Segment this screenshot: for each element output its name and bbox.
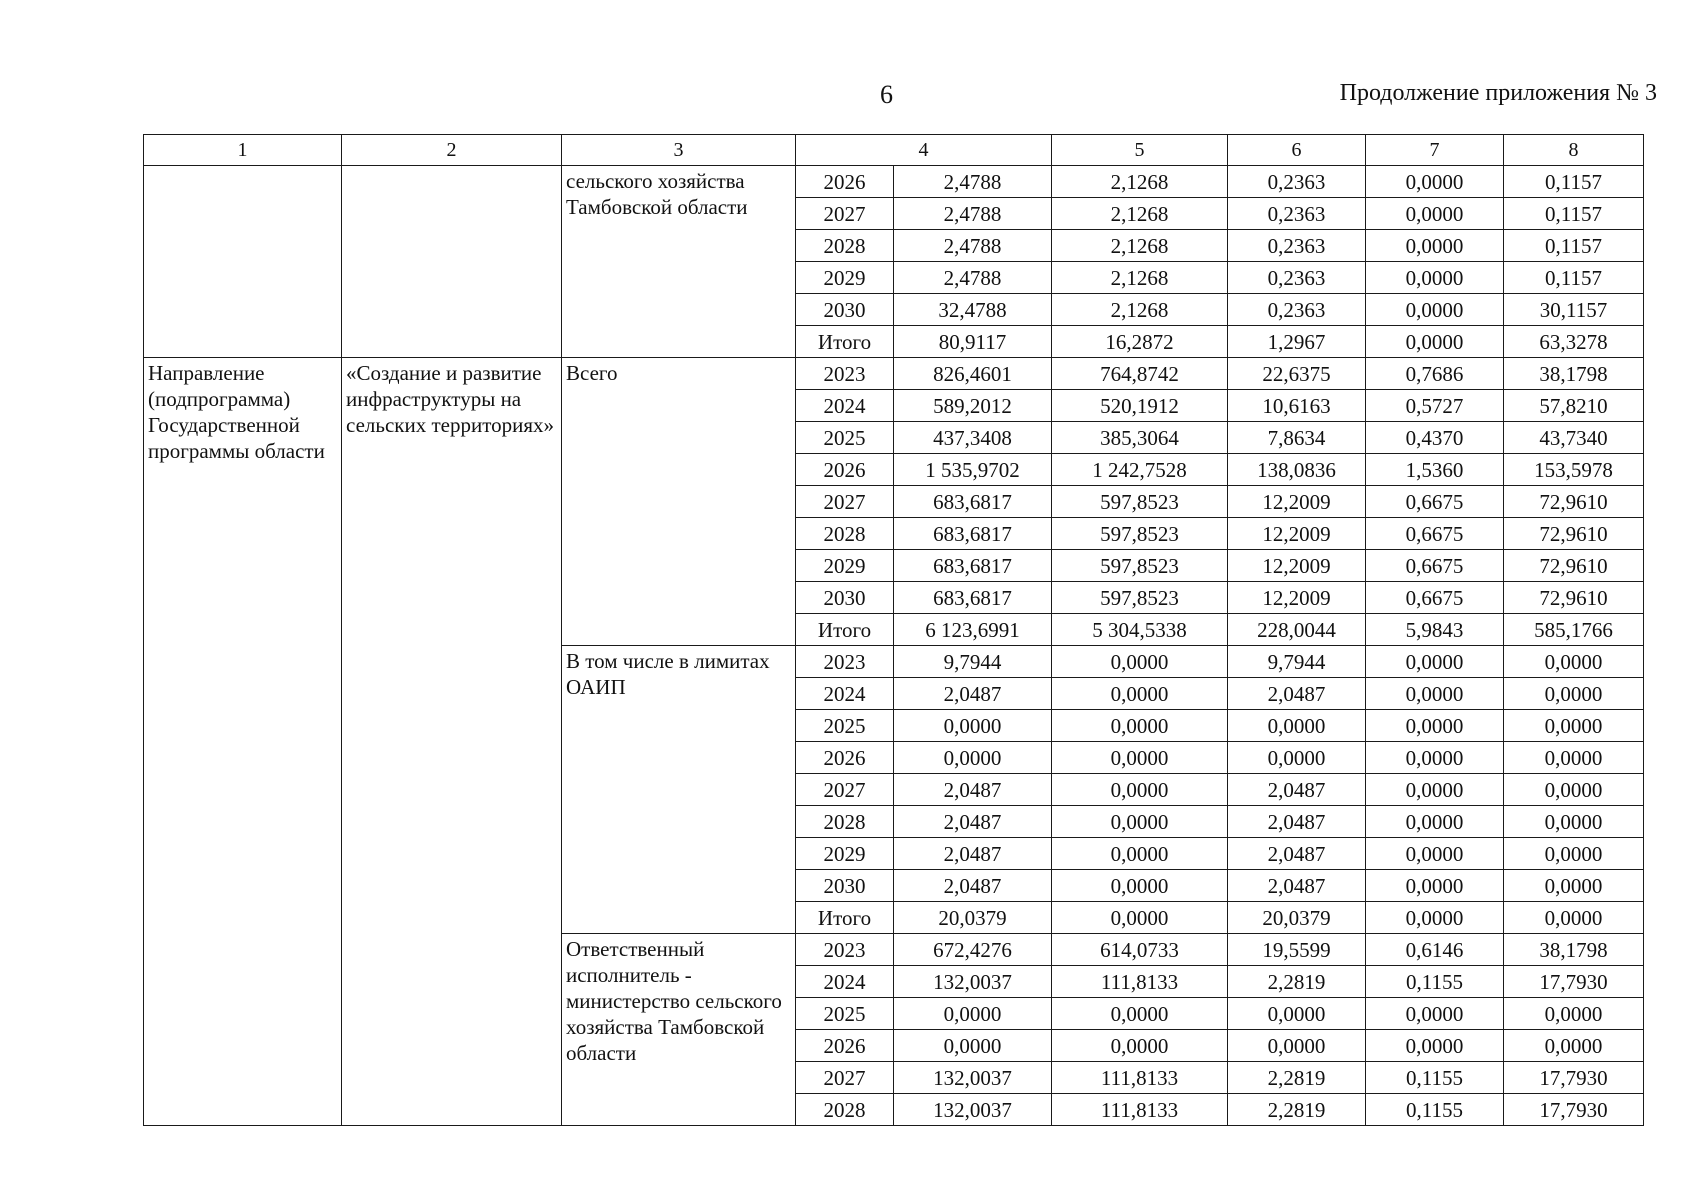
value-cell: 0,1155 [1366,1094,1504,1126]
value-cell: 683,6817 [894,550,1052,582]
value-cell: 683,6817 [894,582,1052,614]
funding-source-cell: Всего [562,358,796,646]
value-cell: 57,8210 [1504,390,1644,422]
value-cell: 0,6675 [1366,582,1504,614]
value-cell: 0,0000 [1052,998,1228,1030]
value-cell: 0,6146 [1366,934,1504,966]
value-cell: 0,2363 [1228,198,1366,230]
value-cell: 2,2819 [1228,966,1366,998]
value-cell: 5 304,5338 [1052,614,1228,646]
value-cell: 0,1157 [1504,262,1644,294]
value-cell: 0,0000 [1228,1030,1366,1062]
value-cell: 2,0487 [894,774,1052,806]
column-number: 1 [144,135,342,166]
value-cell: 2,2819 [1228,1094,1366,1126]
value-cell: 0,0000 [1366,902,1504,934]
value-cell: 16,2872 [1052,326,1228,358]
value-cell: 12,2009 [1228,486,1366,518]
value-cell: 19,5599 [1228,934,1366,966]
column-number: 3 [562,135,796,166]
value-cell: 138,0836 [1228,454,1366,486]
value-cell: 0,0000 [1504,710,1644,742]
value-cell: 0,0000 [894,710,1052,742]
value-cell: 0,0000 [1366,198,1504,230]
year-cell: Итого [796,326,894,358]
year-cell: 2027 [796,198,894,230]
year-cell: 2024 [796,390,894,422]
year-cell: 2030 [796,870,894,902]
value-cell: 585,1766 [1504,614,1644,646]
column-number: 4 [796,135,1052,166]
value-cell: 6 123,6991 [894,614,1052,646]
value-cell: 17,7930 [1504,966,1644,998]
year-cell: 2030 [796,582,894,614]
value-cell: 0,0000 [1052,1030,1228,1062]
value-cell: 0,0000 [1366,806,1504,838]
value-cell: 683,6817 [894,486,1052,518]
value-cell: 597,8523 [1052,486,1228,518]
value-cell: 2,4788 [894,198,1052,230]
value-cell: 228,0044 [1228,614,1366,646]
value-cell: 0,0000 [1366,710,1504,742]
value-cell: 0,0000 [1052,774,1228,806]
value-cell: 38,1798 [1504,358,1644,390]
value-cell: 0,1157 [1504,198,1644,230]
value-cell: 0,1157 [1504,230,1644,262]
appendix-continuation-title: Продолжение приложения № 3 [1339,80,1657,106]
value-cell: 0,2363 [1228,294,1366,326]
value-cell: 0,0000 [1504,678,1644,710]
year-cell: 2027 [796,486,894,518]
value-cell: 0,0000 [1366,678,1504,710]
value-cell: 2,1268 [1052,230,1228,262]
year-cell: 2026 [796,454,894,486]
year-cell: 2024 [796,678,894,710]
value-cell: 63,3278 [1504,326,1644,358]
value-cell: 17,7930 [1504,1062,1644,1094]
value-cell: 0,2363 [1228,230,1366,262]
value-cell: 0,0000 [1366,262,1504,294]
value-cell: 2,4788 [894,262,1052,294]
funding-source-cell: В том числе в лимитах ОАИП [562,646,796,934]
value-cell: 72,9610 [1504,550,1644,582]
value-cell: 0,2363 [1228,262,1366,294]
value-cell: 132,0037 [894,966,1052,998]
value-cell: 2,0487 [1228,806,1366,838]
year-cell: 2024 [796,966,894,998]
subprogram-name-cell: «Создание и развитие инфраструктуры на сельских территориях» [342,358,562,1126]
value-cell: 764,8742 [1052,358,1228,390]
value-cell: 9,7944 [1228,646,1366,678]
value-cell: 597,8523 [1052,582,1228,614]
value-cell: 0,2363 [1228,166,1366,198]
value-cell: 111,8133 [1052,966,1228,998]
year-cell: 2028 [796,806,894,838]
value-cell: 0,6675 [1366,486,1504,518]
table-row [144,358,1644,390]
column-number: 8 [1504,135,1644,166]
value-cell: 0,0000 [1504,902,1644,934]
year-cell: 2025 [796,710,894,742]
value-cell: 0,0000 [1504,742,1644,774]
value-cell: 132,0037 [894,1062,1052,1094]
direction-label-cell: Направление (подпрограмма) Государственной программы области [144,358,342,1126]
value-cell: 32,4788 [894,294,1052,326]
value-cell: 597,8523 [1052,518,1228,550]
value-cell: 12,2009 [1228,550,1366,582]
value-cell: 385,3064 [1052,422,1228,454]
value-cell: 0,1155 [1366,1062,1504,1094]
value-cell: 0,0000 [1052,742,1228,774]
value-cell: 672,4276 [894,934,1052,966]
value-cell: 683,6817 [894,518,1052,550]
value-cell: 0,0000 [1228,742,1366,774]
value-cell: 2,2819 [1228,1062,1366,1094]
value-cell: 5,9843 [1366,614,1504,646]
year-cell: 2027 [796,774,894,806]
value-cell: 0,0000 [1052,902,1228,934]
value-cell: 520,1912 [1052,390,1228,422]
value-cell: 0,0000 [894,998,1052,1030]
value-cell: 0,0000 [894,1030,1052,1062]
value-cell: 2,0487 [894,870,1052,902]
year-cell: 2025 [796,998,894,1030]
year-cell: 2029 [796,838,894,870]
value-cell: 2,0487 [894,678,1052,710]
year-cell: 2026 [796,742,894,774]
value-cell: 0,0000 [1052,678,1228,710]
column-number-row [144,135,1644,166]
value-cell: 111,8133 [1052,1062,1228,1094]
value-cell: 2,4788 [894,230,1052,262]
value-cell: 2,1268 [1052,166,1228,198]
value-cell: 132,0037 [894,1094,1052,1126]
funding-source-cell: сельского хозяйства Тамбовской области [562,166,796,358]
value-cell: 153,5978 [1504,454,1644,486]
value-cell: 0,0000 [894,742,1052,774]
value-cell: 72,9610 [1504,518,1644,550]
year-cell: Итого [796,614,894,646]
value-cell: 111,8133 [1052,1094,1228,1126]
year-cell: 2028 [796,1094,894,1126]
value-cell: 0,0000 [1504,646,1644,678]
value-cell: 0,0000 [1366,998,1504,1030]
value-cell: 1,5360 [1366,454,1504,486]
value-cell: 2,0487 [1228,774,1366,806]
value-cell: 0,0000 [1504,838,1644,870]
value-cell: 12,2009 [1228,518,1366,550]
year-cell: 2027 [796,1062,894,1094]
value-cell: 597,8523 [1052,550,1228,582]
value-cell: 0,0000 [1052,870,1228,902]
value-cell: 0,0000 [1504,806,1644,838]
value-cell: 0,1155 [1366,966,1504,998]
value-cell: 589,2012 [894,390,1052,422]
budget-table [143,134,1644,1126]
value-cell: 0,5727 [1366,390,1504,422]
value-cell: 72,9610 [1504,486,1644,518]
value-cell: 9,7944 [894,646,1052,678]
value-cell: 0,0000 [1052,710,1228,742]
value-cell: 0,0000 [1052,806,1228,838]
value-cell: 2,0487 [1228,678,1366,710]
value-cell: 2,1268 [1052,262,1228,294]
value-cell: 826,4601 [894,358,1052,390]
year-cell: 2028 [796,518,894,550]
value-cell: 7,8634 [1228,422,1366,454]
year-cell: 2023 [796,934,894,966]
year-cell: 2030 [796,294,894,326]
value-cell: 0,0000 [1504,1030,1644,1062]
value-cell: 0,7686 [1366,358,1504,390]
value-cell: 0,0000 [1366,646,1504,678]
direction-cell-empty [144,166,342,358]
value-cell: 0,0000 [1366,1030,1504,1062]
value-cell: 0,0000 [1366,294,1504,326]
value-cell: 2,0487 [1228,870,1366,902]
value-cell: 2,0487 [894,806,1052,838]
value-cell: 1,2967 [1228,326,1366,358]
value-cell: 0,1157 [1504,166,1644,198]
value-cell: 0,0000 [1366,326,1504,358]
year-cell: 2026 [796,1030,894,1062]
value-cell: 72,9610 [1504,582,1644,614]
value-cell: 20,0379 [894,902,1052,934]
value-cell: 0,0000 [1366,838,1504,870]
value-cell: 12,2009 [1228,582,1366,614]
value-cell: 0,0000 [1052,838,1228,870]
value-cell: 20,0379 [1228,902,1366,934]
value-cell: 2,0487 [894,838,1052,870]
value-cell: 22,6375 [1228,358,1366,390]
value-cell: 0,0000 [1366,774,1504,806]
value-cell: 1 535,9702 [894,454,1052,486]
value-cell: 0,0000 [1366,230,1504,262]
value-cell: 0,4370 [1366,422,1504,454]
year-cell: 2025 [796,422,894,454]
value-cell: 38,1798 [1504,934,1644,966]
value-cell: 0,0000 [1504,998,1644,1030]
column-number: 7 [1366,135,1504,166]
value-cell: 43,7340 [1504,422,1644,454]
value-cell: 0,0000 [1366,742,1504,774]
value-cell: 2,4788 [894,166,1052,198]
funding-source-cell: Ответственный исполнитель - министерство сельского хозяйства Тамбовской области [562,934,796,1126]
year-cell: 2023 [796,646,894,678]
value-cell: 1 242,7528 [1052,454,1228,486]
column-number: 5 [1052,135,1228,166]
value-cell: 0,6675 [1366,518,1504,550]
value-cell: 10,6163 [1228,390,1366,422]
table-row [144,166,1644,198]
year-cell: 2029 [796,262,894,294]
value-cell: 80,9117 [894,326,1052,358]
value-cell: 437,3408 [894,422,1052,454]
value-cell: 0,0000 [1504,774,1644,806]
value-cell: 0,0000 [1052,646,1228,678]
column-number: 2 [342,135,562,166]
value-cell: 0,0000 [1504,870,1644,902]
page-number: 6 [880,80,893,109]
value-cell: 0,0000 [1366,166,1504,198]
column-number: 6 [1228,135,1366,166]
value-cell: 30,1157 [1504,294,1644,326]
year-cell: Итого [796,902,894,934]
year-cell: 2028 [796,230,894,262]
value-cell: 0,0000 [1228,998,1366,1030]
name-cell-empty [342,166,562,358]
year-cell: 2023 [796,358,894,390]
value-cell: 0,6675 [1366,550,1504,582]
value-cell: 2,0487 [1228,838,1366,870]
value-cell: 17,7930 [1504,1094,1644,1126]
value-cell: 0,0000 [1228,710,1366,742]
value-cell: 0,0000 [1366,870,1504,902]
value-cell: 614,0733 [1052,934,1228,966]
year-cell: 2026 [796,166,894,198]
value-cell: 2,1268 [1052,294,1228,326]
year-cell: 2029 [796,550,894,582]
value-cell: 2,1268 [1052,198,1228,230]
